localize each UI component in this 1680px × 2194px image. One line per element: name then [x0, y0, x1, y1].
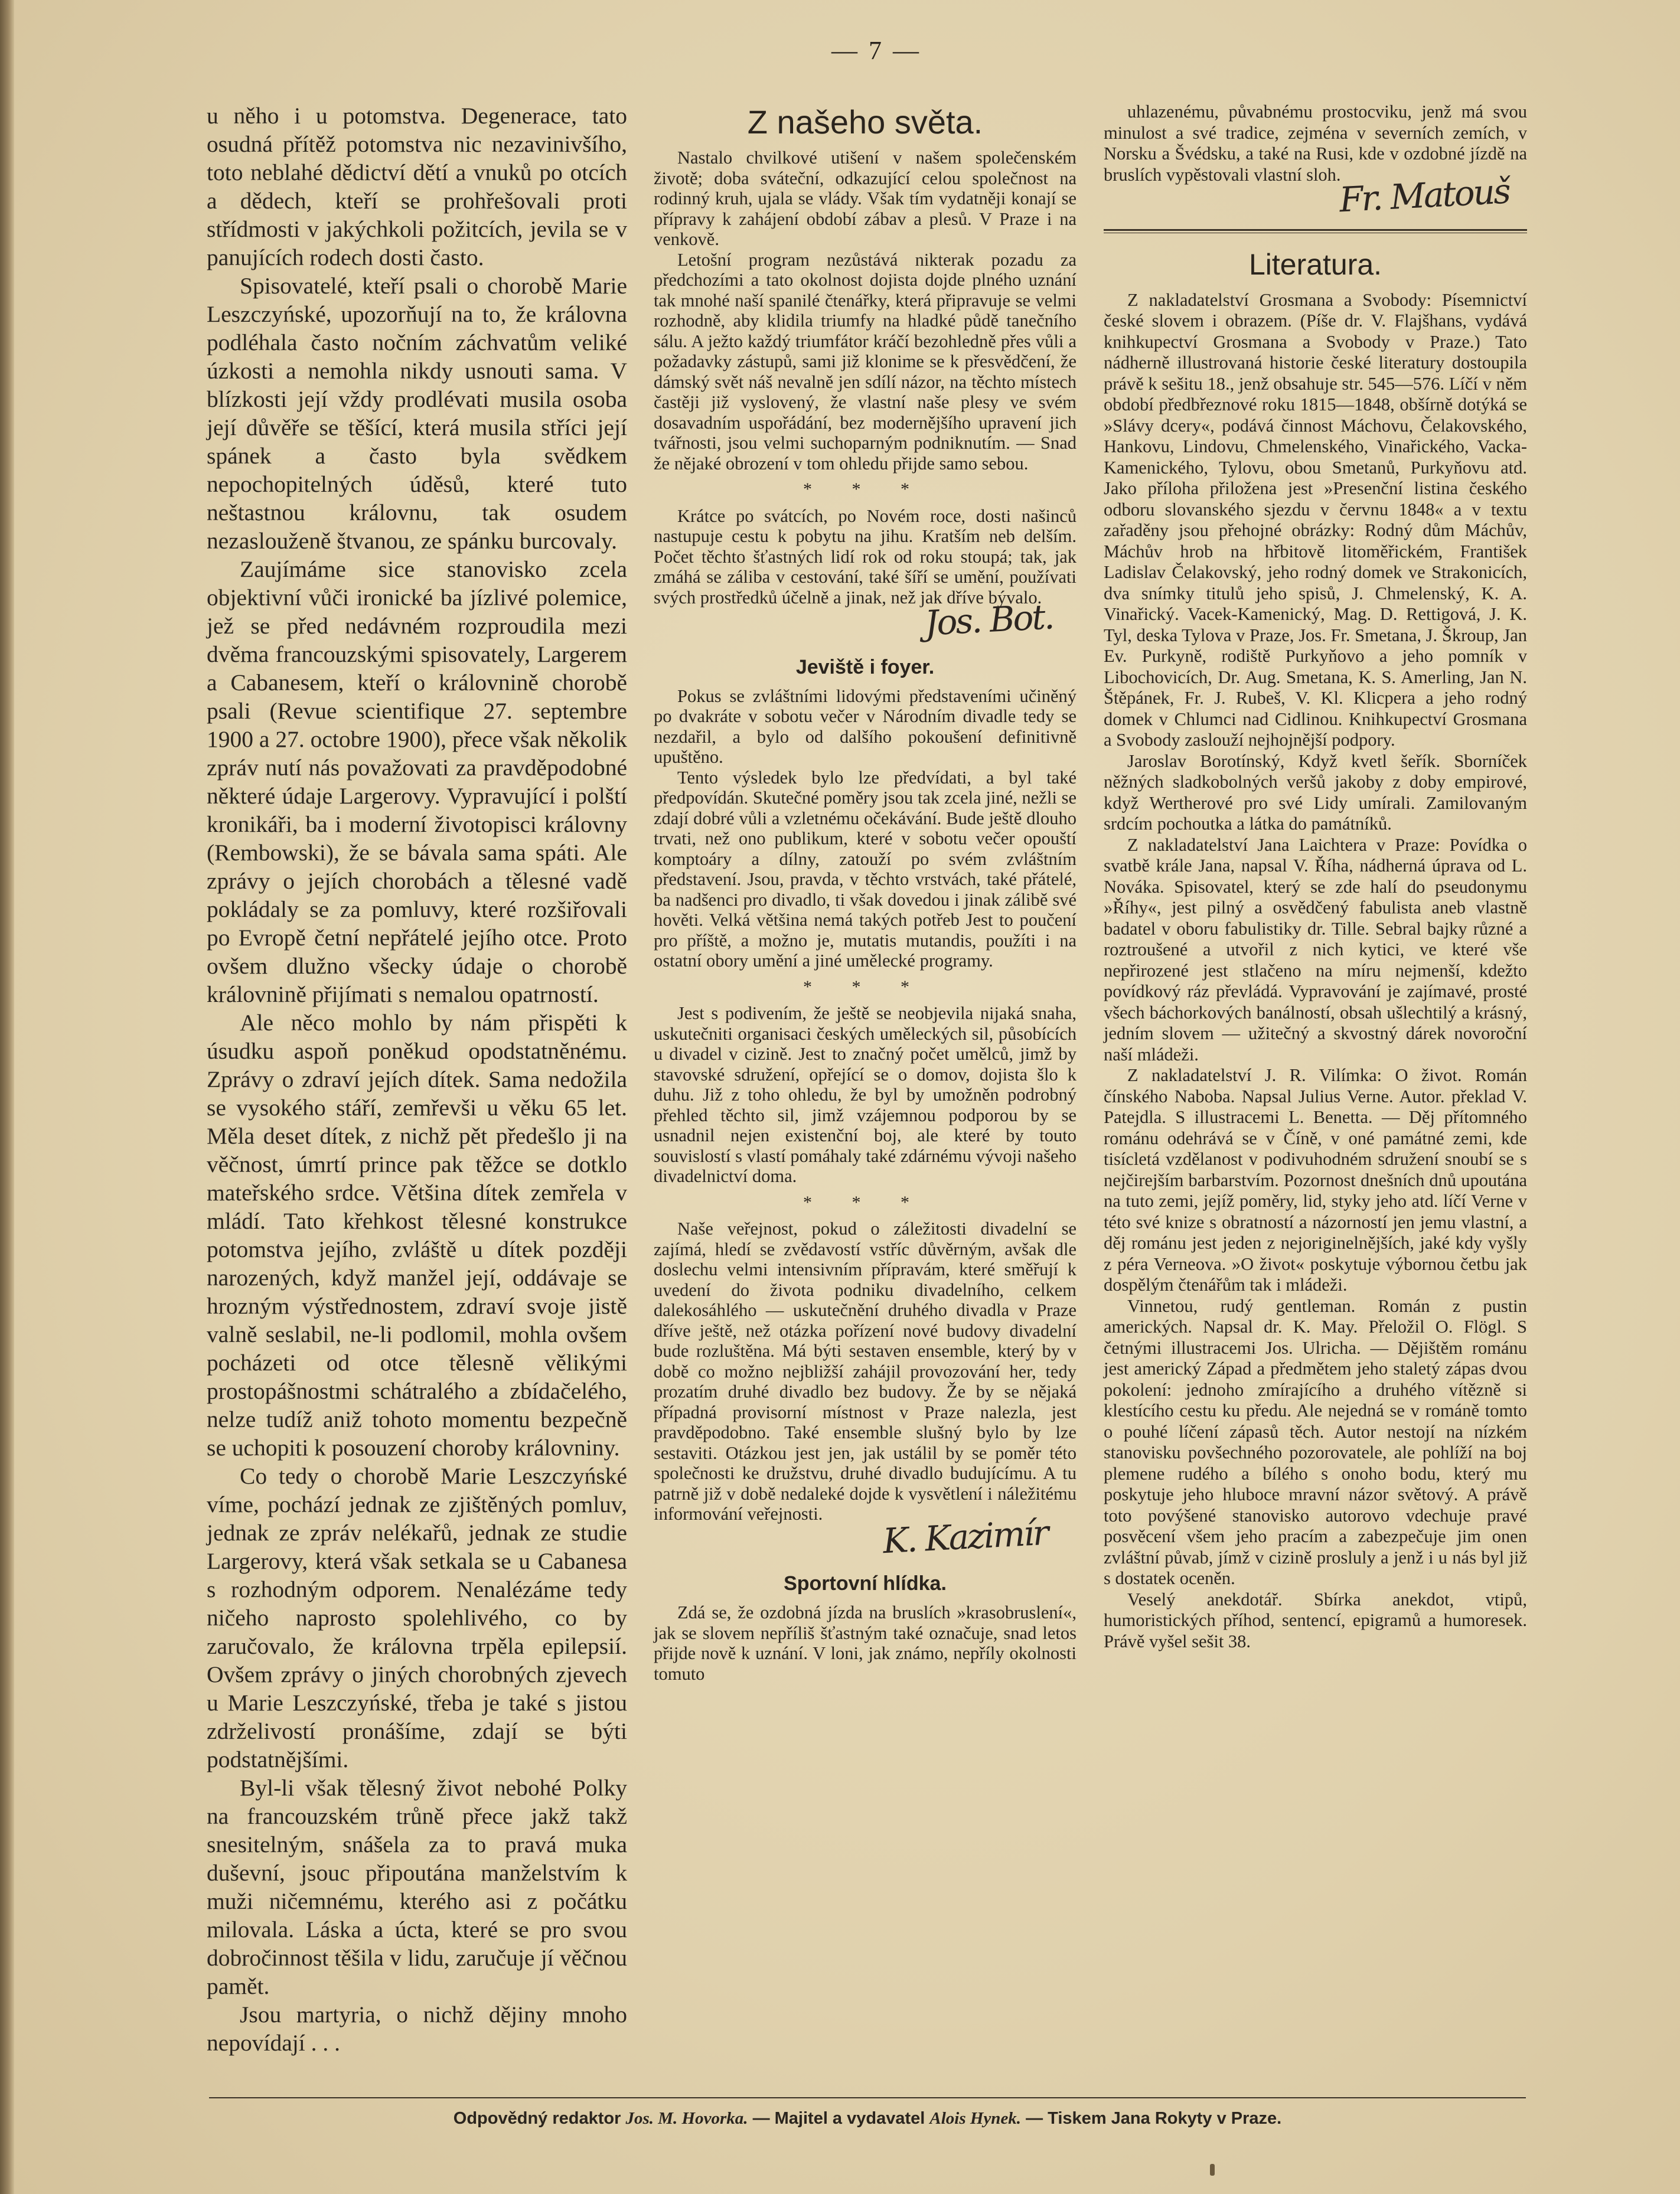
footer-publisher-label: — Majitel a vydavatel [752, 2109, 925, 2128]
page-number: — 7 — [831, 36, 921, 65]
left-paragraph-2: Spisovatelé, kteří psali o chorobě Marie Leszczyńské, upozorňují na to, že královna podléhala často nočním záchvatům veliké úzkosti a nemohla nikdy usnouti sama. V blízkosti její vždy prodlévati musila osoba její důvěře se těšící, která musila stříci její spánek a často byla svědkem nepochopitelných úděsů, které tuto neštastnou královnu, tak osudem nezaslouženě štvanou, ze spánku burcovaly. [207, 273, 627, 554]
middle-travel: Krátce po svátcích, po Novém roce, dosti našinců nastupuje cestu k pobytu na jihu. Kratším neb delším. Počet těchto šťastných lidí rok od roku stoupá; tak, jak zmáhá se záliba v cestování, také šíří se umění, používati svých prostředků účelně a jinak, než jak dříve bývalo. [654, 505, 1076, 608]
signature-matous: Fr. Matouš [1338, 171, 1511, 220]
right-column [1104, 102, 1527, 1652]
artists-paragraph: Jest s podivením, že ještě se neobjevila nijaká snaha, uskutečniti organisaci českých uměleckých sil, působících u divadel v cizině. Jest to značný počet umělců, jimž by stavovské sdružení, opřející se o domov, dojista šlo k duhu. Již z toho ohledu, že byl by umožněn podrobný přehled těchto sil, jimž vzájemnou podporou by se usnadnil nejen existenční boj, ale které by touto souvislostí s vlastí pomáhaly také zdárnému vývoji našeho divadelnictví doma. [654, 1003, 1076, 1186]
literature-entry-5: Vinnetou, rudý gentleman. Román z pustin amerických. Napsal dr. K. May. Přeložil O. Flögl. S četnými illustracemi Jos. Ulricha. — Dějištěm románu jest americký Západ a předmětem jeho staletý zápas dvou pokolení: jednoho zmírajícího a druhého vítězně si klestícího cestu ku předu. Ale nejedná se v románě tomto o pouhé líčení zápasů těch. Autor nestojí na nízkém stanovisku povšechného pozorovatele, ale pohlíží na boj plemene rudého a bílého s onoho bodu, který mu poskytuje jeho hluboce mravní názor světový. A právě toto povýšené stanovisko autorovo vdechuje pravé posvěcení všem jeho pracím a zabezpečuje jim onen zvláštní půvab, jímž v cizině prosluly a jenž i u nás byl již s dostatek oceněn. [1104, 1295, 1527, 1588]
middle-column [654, 102, 1076, 1684]
left-paragraph-5: Co tedy o chorobě Marie Leszczyńské víme, pochází jednak ze zjištěných pomluv, jednak ze zpráv nelékařů, jednak ze studie Largerovy, která však setkala se u Cabanesa s rozhodným odporem. Nenalézáme tedy ničeho naprosto spolehlivého, co by zaručovalo, že královna trpěla epilepsií. Ovšem zprávy o jiných chorobných zjevech u Marie Leszczyńské, třeba je také s jistou zdrželivostí pronášíme, zdají se býti podstatnějšími. [207, 1463, 627, 1772]
public-paragraph: Naše veřejnost, pokud o záležitosti divadelní se zajímá, hledí se zvědavostí vstříc důvěrným, avšak dle doslechu velmi intensivním přípravám, které směřují k uvedení do života podniku divadelního, celkem dalekosáhlého — uskutečnění druhého divadla v Praze dříve ještě, než otázka pořízení nové budovy divadelní bude rozluštěna. Má býti sestaven ensemble, který by v době co možno nejbližší zahájil provozování her, tedy prozatím druhé divadlo bez budovy. Že by se nějaká případná provisorní místnost v Praze nalezla, jest pravděpodobno. Také ensemble slušný bylo by lze sestaviti. Otázkou jest jen, jak ustálil by se poměr této společnosti ke družstvu, druhé divadlo budujícímu. A tu patrně již v době nedaleké dojde k vysvětlení i náležitému informování veřejnosti. [654, 1219, 1076, 1524]
signature-kazimir: K. Kazimír [881, 1512, 1048, 1561]
book-spine-shadow [0, 0, 14, 2194]
middle-intro-2: Letošní program nezůstává nikterak pozadu za předchozími a tato okolnost dojista dojde plného uznání tak mnohé naší spanilé čtenářky, která připravuje se velmi rozhodně, aby klidila triumfy na hladké půdě tanečního sálu. A ježto každý triumfátor kráčí bezohledně přes vůli a požadavky zástupů, sami již klonime se k přesvědčení, že dámský svět náš nevalně jen sdílí názor, na těchto místech častěji již vyslovený, že vlastní naše plesy ve svém dosavadním uspořádání, bez modernějšího upravení jich tvářnosti, jsou velmi suchoparným podniknutím. — Snad že nějaké obrození v tom ohledu přijde samo sebou. [654, 249, 1076, 474]
separator-stars-3: * * * [803, 1192, 927, 1212]
left-paragraph-3: Zaujímáme sice stanovisko zcela objektivní vůči ironické ba jízlivé polemice, jež se před nedávném rozproudila mezi dvěma francouzskými spisovately, Largerem a Cabanesem, kteří o královnině chorobě psali (Revue scientifique 27. septembre 1900 a 27. octobre 1900), přece však několik zpráv nutí nás považovati za pravděpodobné některé údaje Largerovy. Vypravující i polští kronikáři, ba i moderní životopisci královny (Rembowski), že se bávala sama spáti. Ale zprávy o jejích chorobách a tělesné vadě pokládaly se za pomluvy, které rozšiřovali po Evropě četní nepřátelé jejího otce. Proto ovšem dlužno všecky údaje o chorobě královnině přijímati s nemalou opatrností. [207, 556, 627, 1007]
literature-entry-3: Z nakladatelství Jana Laichtera v Praze: Povídka o svatbě krále Jana, napsal V. Říha, nádherná úprava od L. Nováka. Spisovatel, který se zde halí do pseudonymu »Říhy«, jest pilný a osvědčený fabulista aneb vlastně badatel v oboru fabulistiky dr. Tille. Sebral bajky různé a roztroušené a utvořil z nich kytici, ve které vše nepřirozené jest stlačeno na míru nejmenší, kdežto povídkový ráz převládá. Vypravování je zajímavé, prosté všech báchorkových banálností, obsah ušlechtilý a krásný, jedním slovem — užitečný a skvostný dárek novoroční naší mládeži. [1104, 834, 1527, 1065]
footer-editor-name: Jos. M. Hovorka. [625, 2109, 748, 2128]
footer-publisher-name: Alois Hynek. [929, 2109, 1022, 2128]
newspaper-page [14, 0, 1680, 2194]
literature-entry-2: Jaroslav Borotínský, Když kvetl šeřík. Sborníček něžných sladkobolných veršů jakoby z doby empirové, když Wertherové pro své Lidy umírali. Zamilovaným srdcím pochoutka a látka do památníků. [1104, 750, 1527, 834]
left-paragraph-1: u něho i u potomstva. Degenerace, tato osudná přítěž potomstva nic nezavinivšího, toto neblahé dědictví dětí a vnuků po otcích a dědech, kteří se prohřešovali proti střídmosti v jakýchkoli požitcích, jevila se v panujících rodech dosti často. [207, 103, 627, 270]
left-paragraph-6: Byl-li však tělesný život nebohé Polky na francouzském trůně přece jakž takž snesitelným, snášela za to pravá muka duševní, jsouc připoutána manželstvím k muži ničemnému, kterého asi z počátku milovala. Láska a úcta, které se pro svou dobročinnost těšila v lidu, zaručuje jí věčnou pamět. [207, 1775, 627, 1999]
double-rule-divider [1104, 229, 1527, 233]
section-title-literatura: Literatura. [1248, 247, 1382, 281]
theater-paragraph-2: Tento výsledek bylo lze předvídati, a byl také předpovídán. Skutečné poměry jsou tak zcela jiné, nežli se zdají dobré vůli a vzletnému očekávání. Bude ještě dlouho trvati, než ono publikum, které v sobotu večer opouští komptoáry a dílny, zatouží po svém zvláštním představení. Jsou, pravda, v těchto vrstvách, také přátelé, ba nadšenci pro divadlo, ti však dovedou i jinak zálibě své hověti. Velká většina nemá takých potřeb Jest to poučení pro příště, a možno je, mutatis mutandis, použíti i na ostatní obory umění a jiné umělecké programy. [654, 767, 1076, 971]
section-title-sport: Sportovní hlídka. [784, 1572, 947, 1595]
middle-intro-1: Nastalo chvilkové utišení v našem společenském životě; doba sváteční, odkazující celou společnost na rodinný kruh, ujala se vlády. Však tím vydatněji konají se přípravy k zahájení období zábav a plesů. V Praze i na venkově. [654, 148, 1076, 249]
separator-stars-2: * * * [803, 977, 927, 997]
footer-printer: — Tiskem Jana Rokyty v Praze. [1026, 2109, 1282, 2128]
section-title-nas-svet: Z našeho světa. [747, 103, 983, 141]
literature-entry-6: Veselý anekdotář. Sbírka anekdot, vtipů, humoristických příhod, sentencí, epigramů a humoresek. Právě vyšel sešit 38. [1104, 1589, 1527, 1651]
theater-paragraph-1: Pokus se zvláštními lidovými představeními učiněný po dvakráte v sobotu večer v Národním divadle tedy se nezdařil, a bylo od dalšího pokoušení definitivně upuštěno. [654, 685, 1076, 767]
literature-entry-1: Z nakladatelství Grosmana a Svobody: Písemnictví české slovem i obrazem. (Píše dr. V. Flajšhans, vydává knihkupectví Grosmana a Svobody v Praze.) Tato nádherně illustrovaná historie české literatury dostoupila právě k sešitu 18., jenž obsahuje str. 545—576. Líčí v něm období předbřeznové roku 1815—1848, obšírně dotýká se »Slávy dcery«, podává činnost Máchovu, Čelakovského, Hankovu, Lindovu, Chmelenského, Vinařického, Vacka-Kamenického, Tylovu, obou Smetanů, Purkyňovu atd. Jako příloha přiložena jest »Presenční listina českého odboru slovanského sjezdu v červnu 1848« a v textu zařaděny jsou přehojné obrázky: Rodný dům Máchův, Máchův hrob na hřbitově litoměřickém, František Ladislav Čelakovský, jeho rodný domek ve Strakonicích, dva snímky titulů jeho spisů, J. Chmelenský, K. A. Vinařický. Vacek-Kamenický, Mag. D. Rettigová, J. K. Tyl, deska Tylova v Praze, Jos. Fr. Smetana, J. Škroup, Jan Ev. Purkyně, rodiště Purkyňovo a jeho pomník v Libochovicích, Dr. Aug. Smetana, K. S. Amerling, Jan N. Štěpánek, Fr. J. Rubeš, V. Kl. Klicpera a jeho rodný domek v Chlumci nad Cidlinou. Knihkupectví Grosmana a Svobody zaslouží nejhojnější podpory. [1104, 289, 1527, 750]
footer-imprint [209, 2109, 1526, 2128]
left-column [207, 102, 627, 2057]
footer-rule [209, 2097, 1526, 2098]
sport-continuation: uhlazenému, půvabnému prostocviku, jenž má svou minulost a své tradice, zejména v severních zemích, v Norsku a Švédsku, a také na Rusi, kde v ozdobné jízdě na bruslích vypěstovali vlastní sloh. [1104, 102, 1527, 185]
literature-entry-4: Z nakladatelství J. R. Vilímka: O život. Román čínského Naboba. Napsal Julius Verne. Autor. překlad V. Patejdla. S illustracemi L. Benetta. — Děj přítomného románu odehrává se v Číně, v oné památné zemi, kde tisícletá vzdělanost v podivuhodném sdružení snoubí se s nejčirejším barbarstvím. Pozornost dnešních dnů upoutána na tuto zemi, jejíž poměry, lid, styky jeho atd. líčí Verne v této své knize s obratností a názorností jen jemu vlastní, a děj románu jest jeden z nejoriginelnějších, jaké kdy vyšly z péra Verneova. »O život« poskytuje výbornou četbu jak dospělým čtenářům tak i mládeži. [1104, 1065, 1527, 1295]
signature-bot: Jos. Bot. [924, 596, 1054, 644]
paper-edge-mark [1210, 2164, 1215, 2176]
sport-paragraph: Zdá se, že ozdobná jízda na bruslích »krasobruslení«, jak se slovem nepříliš šťastným také označuje, snad letos přijde nově k uznání. V loni, jak známo, nepříly okolnosti tomuto [654, 1602, 1076, 1684]
separator-stars-1: * * * [803, 479, 927, 499]
left-paragraph-7: Jsou martyria, o nichž dějiny mnoho nepovídají . . . [207, 2002, 627, 2056]
left-paragraph-4: Ale něco mohlo by nám přispěti k úsudku aspoň poněkud opodstatněnému. Zprávy o zdraví jejích dítek. Sama nedožila se vysokého stáří, zemřevši u věku 65 let. Měla deset dítek, z nichž pět předešlo ji na věčnost, úmrtí prince pak těžce se dotklo mateřského srdce. Většina dítek zemřela v mládí. Tato křehkost tělesné konstrukce potomstva jejího, zvláště u dítek později narozených, když manžel její, oddávaje se hrozným výstřednostem, zdraví svoje jistě valně seslabil, ne-li podlomil, mohla ovšem pocházeti od otce tělesně vělikými prostopášnostmi schátralého a zbídačelého, nelze tudíž aniž tohoto momentu bezpečně se uchopiti k posouzení choroby královniny. [207, 1010, 627, 1461]
footer-editor-label: Odpovědný redaktor [453, 2109, 621, 2128]
section-title-jeviste: Jeviště i foyer. [795, 655, 935, 678]
